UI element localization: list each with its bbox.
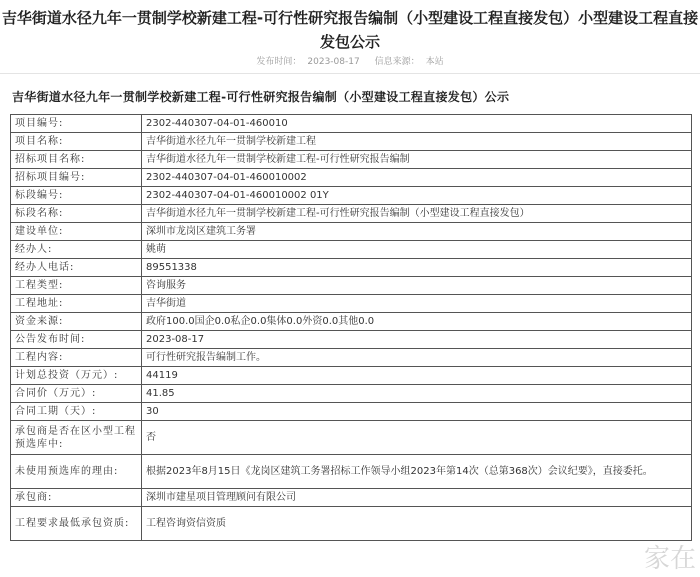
- publish-date: [253, 57, 362, 67]
- source-label: 信息来源：: [374, 57, 420, 67]
- table-row: [11, 295, 692, 313]
- row-label: 招标项目名称:: [11, 151, 142, 169]
- notice-title: 吉华街道水径九年一贯制学校新建工程-可行性研究报告编制（小型建设工程直接发包）公示: [12, 90, 510, 104]
- row-label: 资金来源:: [11, 313, 142, 331]
- table-row: [11, 421, 692, 455]
- row-value: 否: [142, 421, 692, 455]
- watermark-logo: 家在: [643, 544, 696, 574]
- row-value: 政府100.0国企0.0私企0.0集体0.0外资0.0其他0.0: [142, 313, 692, 331]
- row-value: 工程咨询资信资质: [142, 507, 692, 541]
- row-value: 深圳市建星项目管理顾问有限公司: [142, 489, 692, 507]
- table-row: [11, 349, 692, 367]
- row-value: 吉华街道水径九年一贯制学校新建工程-可行性研究报告编制（小型建设工程直接发包）: [142, 205, 692, 223]
- row-label: 标段名称:: [11, 205, 142, 223]
- table-row: [11, 455, 692, 489]
- row-label: 承包商是否在区小型工程预选库中:: [11, 421, 142, 455]
- table-row: [11, 223, 692, 241]
- row-value: 姚萌: [142, 241, 692, 259]
- page-title: 吉华街道水径九年一贯制学校新建工程-可行性研究报告编制（小型建设工程直接发包）小型建设工程直接发包公示: [1, 9, 699, 51]
- row-label: 合同工期（天）:: [11, 403, 142, 421]
- table-row: [11, 313, 692, 331]
- publish-label: 发布时间：: [256, 57, 302, 67]
- table-row: [11, 187, 692, 205]
- table-row: [11, 385, 692, 403]
- row-label: 经办人电话:: [11, 259, 142, 277]
- row-label: 公告发布时间:: [11, 331, 142, 349]
- row-label: 工程要求最低承包资质:: [11, 507, 142, 541]
- table-row: [11, 205, 692, 223]
- row-label: 工程类型:: [11, 277, 142, 295]
- table-row: [11, 331, 692, 349]
- table-row: [11, 241, 692, 259]
- row-label: 建设单位:: [11, 223, 142, 241]
- row-value: 44119: [142, 367, 692, 385]
- table-row: [11, 489, 692, 507]
- row-label: 项目编号:: [11, 115, 142, 133]
- table-row: [11, 151, 692, 169]
- row-value: 可行性研究报告编制工作。: [142, 349, 692, 367]
- table-row: [11, 133, 692, 151]
- row-label: 承包商:: [11, 489, 142, 507]
- table-row: [11, 403, 692, 421]
- table-row: [11, 169, 692, 187]
- source-value: 本站: [425, 57, 444, 67]
- row-label: 招标项目编号:: [11, 169, 142, 187]
- row-label: 工程地址:: [11, 295, 142, 313]
- table-row: [11, 367, 692, 385]
- table-row: [11, 115, 692, 133]
- info-source: [372, 57, 447, 67]
- table-row: [11, 277, 692, 295]
- row-label: 未使用预选库的理由:: [11, 455, 142, 489]
- row-value: 2023-08-17: [142, 331, 692, 349]
- row-label: 项目名称:: [11, 133, 142, 151]
- row-label: 计划总投资（万元）:: [11, 367, 142, 385]
- row-value: 2302-440307-04-01-460010002 01Y: [142, 187, 692, 205]
- table-row: [11, 507, 692, 541]
- row-label: 合同价（万元）:: [11, 385, 142, 403]
- row-value: 根据2023年8月15日《龙岗区建筑工务署招标工作领导小组2023年第14次（总第368次）会议纪要》，直接委托。: [142, 455, 692, 489]
- publish-meta: [0, 54, 700, 67]
- row-label: 工程内容:: [11, 349, 142, 367]
- row-value: 咨询服务: [142, 277, 692, 295]
- row-value: 深圳市龙岗区建筑工务署: [142, 223, 692, 241]
- table-row: [11, 259, 692, 277]
- row-value: 吉华街道: [142, 295, 692, 313]
- row-value: 41.85: [142, 385, 692, 403]
- notice-table: [10, 114, 692, 541]
- divider: [0, 73, 700, 74]
- row-value: 吉华街道水径九年一贯制学校新建工程-可行性研究报告编制: [142, 151, 692, 169]
- row-label: 标段编号:: [11, 187, 142, 205]
- row-value: 89551338: [142, 259, 692, 277]
- row-value: 30: [142, 403, 692, 421]
- row-value: 吉华街道水径九年一贯制学校新建工程: [142, 133, 692, 151]
- row-label: 经办人:: [11, 241, 142, 259]
- row-value: 2302-440307-04-01-460010: [142, 115, 692, 133]
- publish-value: 2023-08-17: [307, 57, 360, 67]
- row-value: 2302-440307-04-01-460010002: [142, 169, 692, 187]
